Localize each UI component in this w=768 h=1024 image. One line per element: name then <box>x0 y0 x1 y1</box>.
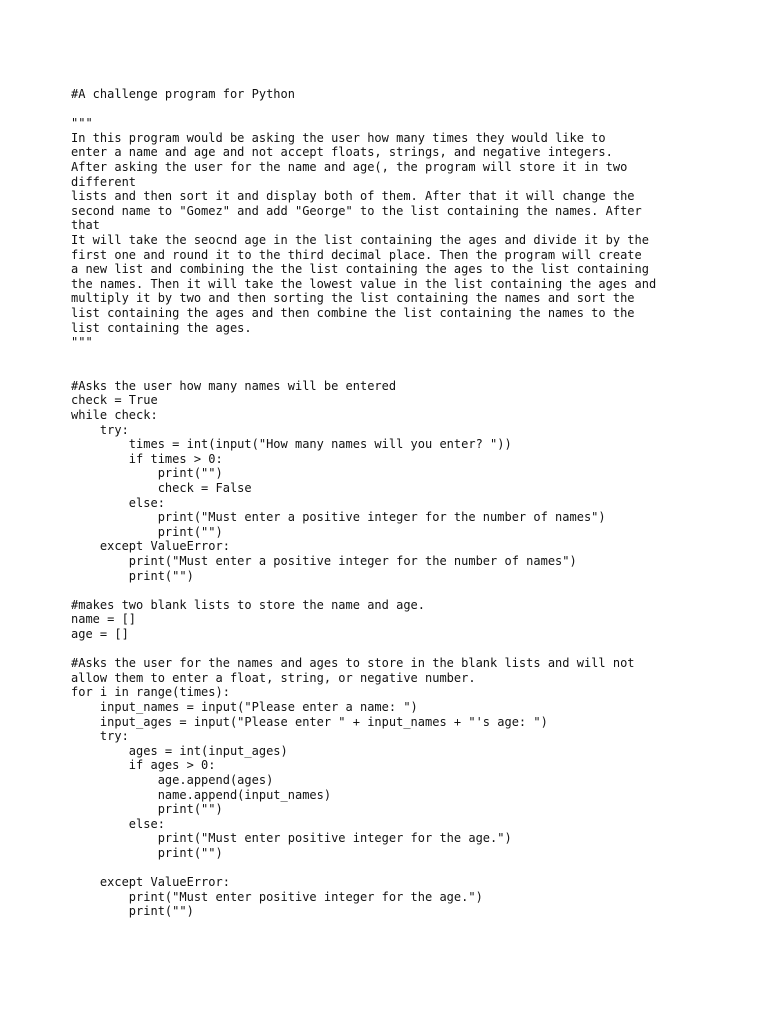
code-line: while check: <box>71 408 158 423</box>
code-line: print("") <box>71 845 223 860</box>
code-line: times = int(input("How many names will you enter? ")) <box>71 437 512 452</box>
code-line: #Asks the user for the names and ages to store in the blank lists and will not <box>71 656 635 671</box>
code-line: After asking the user for the name and age(, the program will store it in two <box>71 159 628 174</box>
code-line: print("") <box>71 524 223 539</box>
code-line: else: <box>71 816 165 831</box>
code-line: allow them to enter a float, string, or negative number. <box>71 670 476 685</box>
code-line: if times > 0: <box>71 451 223 466</box>
code-line: a new list and combining the the list containing the ages to the list containing <box>71 262 649 277</box>
code-line: print("") <box>71 904 194 919</box>
code-line: different <box>71 174 137 189</box>
code-line: try: <box>71 422 129 437</box>
code-line: second name to "Gomez" and add "George" to the list containing the names. After <box>71 203 642 218</box>
code-line: """ <box>71 116 93 131</box>
code-line: print("") <box>71 802 223 817</box>
code-line: ages = int(input_ages) <box>71 743 288 758</box>
code-line: """ <box>71 335 93 350</box>
code-line: lists and then sort it and display both of them. After that it will change the <box>71 189 635 204</box>
code-line: print("") <box>71 466 223 481</box>
code-line: else: <box>71 495 165 510</box>
code-line: #A challenge program for Python <box>71 87 295 101</box>
code-line: input_ages = input("Please enter " + input_names + "'s age: ") <box>71 714 548 729</box>
code-line: age = [] <box>71 626 129 641</box>
code-line: list containing the ages. <box>71 320 252 335</box>
code-line: #makes two blank lists to store the name and age. <box>71 597 426 612</box>
code-line: #Asks the user how many names will be entered <box>71 378 397 393</box>
code-line: first one and round it to the third decimal place. Then the program will create <box>71 247 642 262</box>
code-line: name.append(input_names) <box>71 787 332 802</box>
code-line: input_names = input("Please enter a name: ") <box>71 699 418 714</box>
code-line: multiply it by two and then sorting the list containing the names and sort the <box>71 291 635 306</box>
code-line: except ValueError: <box>71 539 230 554</box>
code-line: print("Must enter positive integer for the age.") <box>71 889 483 904</box>
code-line: except ValueError: <box>71 875 230 890</box>
code-line: list containing the ages and then combine the list containing the names to the <box>71 305 635 320</box>
code-line: It will take the seocnd age in the list containing the ages and divide it by the <box>71 232 649 247</box>
code-line: name = [] <box>71 612 137 627</box>
code-line: enter a name and age and not accept floats, strings, and negative integers. <box>71 145 613 160</box>
code-line: the names. Then it will take the lowest value in the list containing the ages and <box>71 276 657 291</box>
code-line: for i in range(times): <box>71 685 230 700</box>
code-line: check = False <box>71 481 252 496</box>
code-line: age.append(ages) <box>71 772 274 787</box>
code-line: that <box>71 218 100 233</box>
code-line: try: <box>71 729 129 744</box>
code-line: check = True <box>71 393 158 408</box>
code-line: if ages > 0: <box>71 758 216 773</box>
code-line: print("Must enter a positive integer for the number of names") <box>71 554 577 568</box>
code-line: print("") <box>71 568 194 583</box>
code-line: print("Must enter a positive integer for the number of names") <box>71 510 606 525</box>
code-listing <box>71 87 711 919</box>
document-page <box>71 87 711 919</box>
code-line: print("Must enter positive integer for the age.") <box>71 831 512 846</box>
code-line: In this program would be asking the user how many times they would like to <box>71 130 606 145</box>
